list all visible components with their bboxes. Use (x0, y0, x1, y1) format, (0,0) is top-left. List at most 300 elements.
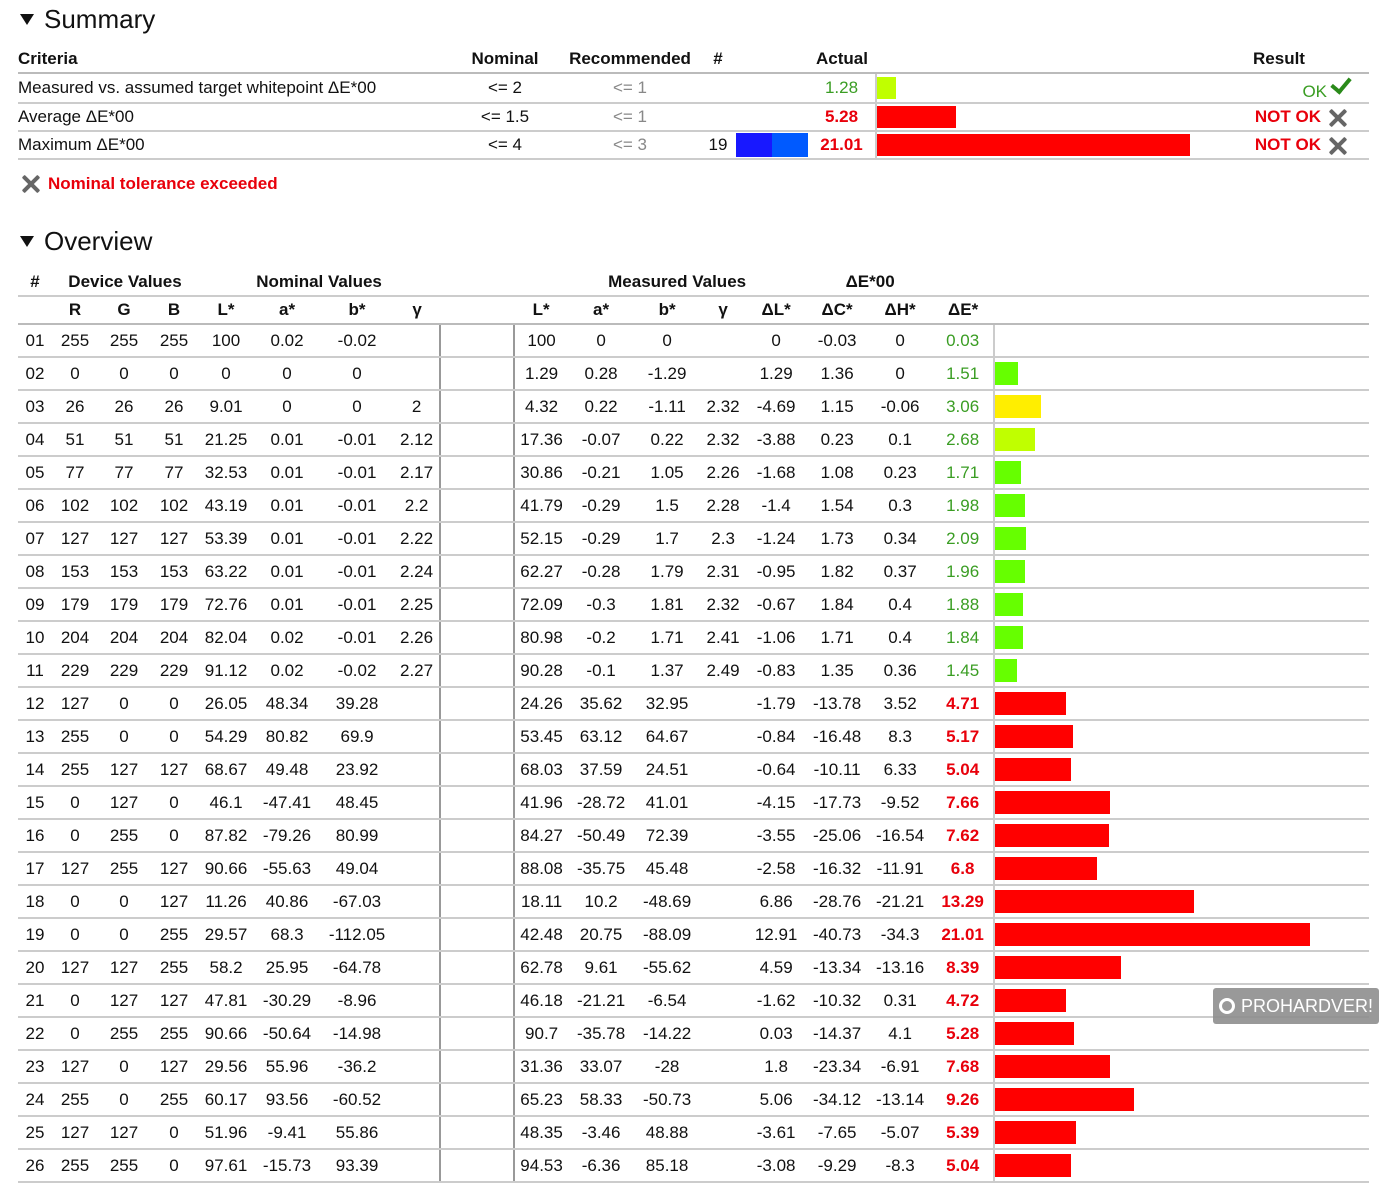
cell-mb: -14.22 (634, 1017, 700, 1050)
cell-ml: 31.36 (514, 1050, 568, 1083)
cell-g: 0 (98, 1083, 150, 1116)
cell-ml: 88.08 (514, 852, 568, 885)
cell-dc: -17.73 (806, 786, 868, 819)
cell-r: 127 (52, 522, 98, 555)
cell-n: 03 (18, 390, 52, 423)
cell-nb: 55.86 (320, 1116, 394, 1149)
cell-b: 0 (150, 819, 198, 852)
cell-r: 102 (52, 489, 98, 522)
de-bar-cell (994, 522, 1369, 555)
cell-dh: 0 (868, 357, 932, 390)
cell-ma: -21.21 (568, 984, 634, 1017)
cell-r: 0 (52, 885, 98, 918)
cell-g: 0 (98, 357, 150, 390)
cell-mg (700, 1017, 746, 1050)
cell-ma: -0.21 (568, 456, 634, 489)
cell-dc: -9.29 (806, 1149, 868, 1182)
overview-row (18, 852, 1369, 885)
cell-r: 204 (52, 621, 98, 654)
cell-nl: 47.81 (198, 984, 254, 1017)
de-bar-cell (994, 687, 1369, 720)
cell-b: 127 (150, 852, 198, 885)
cell-n: 12 (18, 687, 52, 720)
recommended-cell: <= 3 (560, 131, 700, 159)
column-header: L* (514, 296, 568, 324)
cell-n: 14 (18, 753, 52, 786)
swatch-cell (440, 423, 514, 456)
cell-dh: -8.3 (868, 1149, 932, 1182)
cell-dl: 5.06 (746, 1083, 806, 1116)
cell-mg (700, 753, 746, 786)
de-bar-cell (994, 819, 1369, 852)
cell-b: 0 (150, 687, 198, 720)
de-bar (995, 1121, 1076, 1144)
cell-g: 0 (98, 687, 150, 720)
cell-ml: 30.86 (514, 456, 568, 489)
cell-ng: 2.2 (394, 489, 440, 522)
cell-nb: 0 (320, 357, 394, 390)
cell-mb: 85.18 (634, 1149, 700, 1182)
de-bar-cell (994, 621, 1369, 654)
cell-mg (700, 852, 746, 885)
cell-dc: 1.82 (806, 555, 868, 588)
de-bar-cell (994, 357, 1369, 390)
cell-de: 21.01 (932, 918, 994, 951)
cell-b: 255 (150, 324, 198, 357)
cell-dl: -3.88 (746, 423, 806, 456)
swatch-measured (772, 133, 808, 157)
cell-dc: 1.73 (806, 522, 868, 555)
cell-dh: -13.14 (868, 1083, 932, 1116)
overview-row (18, 324, 1369, 357)
swatch-cell (736, 73, 808, 103)
cell-nl: 29.57 (198, 918, 254, 951)
cell-na: 55.96 (254, 1050, 320, 1083)
cell-g: 127 (98, 522, 150, 555)
cell-nb: 0 (320, 390, 394, 423)
cell-dl: -1.79 (746, 687, 806, 720)
de-bar-cell (994, 753, 1369, 786)
cell-g: 102 (98, 489, 150, 522)
cell-n: 17 (18, 852, 52, 885)
cell-dl: -4.15 (746, 786, 806, 819)
swatch-cell (736, 131, 808, 159)
cell-dl: -1.62 (746, 984, 806, 1017)
cell-b: 127 (150, 1050, 198, 1083)
cell-dl: 0.03 (746, 1017, 806, 1050)
de-bar-cell (994, 654, 1369, 687)
cell-g: 255 (98, 1149, 150, 1182)
cell-na: 0.02 (254, 654, 320, 687)
cell-na: -55.63 (254, 852, 320, 885)
cell-mg (700, 1050, 746, 1083)
cell-ml: 68.03 (514, 753, 568, 786)
cell-g: 127 (98, 984, 150, 1017)
de-bar (995, 1055, 1110, 1078)
cell-de: 1.51 (932, 357, 994, 390)
cell-b: 229 (150, 654, 198, 687)
cell-nb: -0.01 (320, 489, 394, 522)
de-bar-cell (994, 1050, 1369, 1083)
de-bar-cell (994, 324, 1369, 357)
cell-na: 0.02 (254, 621, 320, 654)
cell-nb: -0.02 (320, 654, 394, 687)
cell-ml: 72.09 (514, 588, 568, 621)
cell-ml: 65.23 (514, 1083, 568, 1116)
de-bar (995, 890, 1194, 913)
column-header: b* (320, 296, 394, 324)
swatch-cell (440, 357, 514, 390)
cell-dc: -16.48 (806, 720, 868, 753)
cell-b: 204 (150, 621, 198, 654)
overview-row (18, 1050, 1369, 1083)
cell-ng (394, 852, 440, 885)
cell-dh: 4.1 (868, 1017, 932, 1050)
cell-dc: -7.65 (806, 1116, 868, 1149)
cell-ng (394, 819, 440, 852)
cell-de: 7.68 (932, 1050, 994, 1083)
cell-ma: -35.75 (568, 852, 634, 885)
group-delta-e: ΔE*00 (746, 269, 994, 296)
swatch-cell (440, 1116, 514, 1149)
watermark-logo (1213, 988, 1379, 1024)
cell-na: 0.01 (254, 522, 320, 555)
de-bar-cell (994, 390, 1369, 423)
cell-ma: 37.59 (568, 753, 634, 786)
column-header: R (52, 296, 98, 324)
cell-mg (700, 885, 746, 918)
cell-ma: -28.72 (568, 786, 634, 819)
cell-de: 5.04 (932, 753, 994, 786)
cell-n: 21 (18, 984, 52, 1017)
cell-ml: 42.48 (514, 918, 568, 951)
cell-ng (394, 687, 440, 720)
cell-dh: -5.07 (868, 1116, 932, 1149)
cell-ml: 90.7 (514, 1017, 568, 1050)
cell-dh: -13.16 (868, 951, 932, 984)
cell-de: 9.26 (932, 1083, 994, 1116)
cell-nb: 93.39 (320, 1149, 394, 1182)
cell-mb: 24.51 (634, 753, 700, 786)
cell-ng: 2.22 (394, 522, 440, 555)
cell-mb: 1.81 (634, 588, 700, 621)
overview-row (18, 555, 1369, 588)
cell-nl: 82.04 (198, 621, 254, 654)
cell-nb: -112.05 (320, 918, 394, 951)
col-actual: Actual (808, 46, 876, 73)
swatch-cell (440, 1050, 514, 1083)
cell-nl: 72.76 (198, 588, 254, 621)
cell-na: -9.41 (254, 1116, 320, 1149)
collapse-triangle-icon[interactable] (20, 236, 34, 247)
cell-mg: 2.32 (700, 390, 746, 423)
cell-g: 127 (98, 951, 150, 984)
overview-row (18, 1017, 1369, 1050)
cell-ml: 62.78 (514, 951, 568, 984)
actual-bar-cell (876, 131, 1189, 159)
cell-ma: 0.22 (568, 390, 634, 423)
cell-nl: 90.66 (198, 852, 254, 885)
cell-ml: 41.96 (514, 786, 568, 819)
cell-b: 127 (150, 984, 198, 1017)
cell-na: 40.86 (254, 885, 320, 918)
criteria-cell: Measured vs. assumed target whitepoint ΔE*00 (18, 73, 450, 103)
overview-row (18, 588, 1369, 621)
cell-mg: 2.31 (700, 555, 746, 588)
cell-de: 1.45 (932, 654, 994, 687)
cell-r: 255 (52, 324, 98, 357)
swatch-cell (440, 918, 514, 951)
cell-dl: 0 (746, 324, 806, 357)
cell-mg: 2.32 (700, 423, 746, 456)
cell-dc: -34.12 (806, 1083, 868, 1116)
column-header: ΔL* (746, 296, 806, 324)
cell-ma: -50.49 (568, 819, 634, 852)
result-text: NOT OK (1254, 107, 1321, 126)
cell-nl: 90.66 (198, 1017, 254, 1050)
cell-n: 18 (18, 885, 52, 918)
column-header: γ (394, 296, 440, 324)
recommended-cell: <= 1 (560, 103, 700, 131)
cell-r: 127 (52, 852, 98, 885)
cell-ml: 53.45 (514, 720, 568, 753)
cell-mg (700, 918, 746, 951)
cell-nl: 58.2 (198, 951, 254, 984)
cell-dh: 0.1 (868, 423, 932, 456)
cell-nb: -64.78 (320, 951, 394, 984)
cell-nb: 80.99 (320, 819, 394, 852)
cell-ma: 0 (568, 324, 634, 357)
cell-n: 11 (18, 654, 52, 687)
cell-ma: 33.07 (568, 1050, 634, 1083)
cell-dh: -11.91 (868, 852, 932, 885)
cell-b: 255 (150, 918, 198, 951)
cell-ml: 94.53 (514, 1149, 568, 1182)
number-cell (700, 73, 736, 103)
cell-dc: 1.71 (806, 621, 868, 654)
cell-mg (700, 357, 746, 390)
cell-ma: -0.2 (568, 621, 634, 654)
swatch-cell (440, 852, 514, 885)
cell-n: 05 (18, 456, 52, 489)
cell-dh: 0.3 (868, 489, 932, 522)
criteria-cell: Maximum ΔE*00 (18, 131, 450, 159)
cell-na: -79.26 (254, 819, 320, 852)
cell-ml: 24.26 (514, 687, 568, 720)
cell-dh: -34.3 (868, 918, 932, 951)
cell-n: 13 (18, 720, 52, 753)
cell-nl: 11.26 (198, 885, 254, 918)
overview-row (18, 885, 1369, 918)
cell-dc: 1.15 (806, 390, 868, 423)
cell-n: 15 (18, 786, 52, 819)
cell-r: 0 (52, 357, 98, 390)
cell-ml: 46.18 (514, 984, 568, 1017)
cell-ma: 9.61 (568, 951, 634, 984)
col-result: Result (1189, 46, 1369, 73)
nominal-cell: <= 2 (450, 73, 560, 103)
overview-title: Overview (44, 226, 153, 256)
cell-ng: 2.12 (394, 423, 440, 456)
de-bar (995, 791, 1110, 814)
cell-ma: -0.3 (568, 588, 634, 621)
de-bar (995, 923, 1310, 946)
cross-icon (1329, 109, 1347, 127)
cell-ma: -0.07 (568, 423, 634, 456)
cell-nb: -67.03 (320, 885, 394, 918)
cell-dl: -3.61 (746, 1116, 806, 1149)
overview-row (18, 1116, 1369, 1149)
de-bar-cell (994, 456, 1369, 489)
cell-ma: -0.29 (568, 489, 634, 522)
actual-cell: 5.28 (808, 103, 876, 131)
cell-na: -47.41 (254, 786, 320, 819)
swatch-cell (440, 819, 514, 852)
cell-g: 229 (98, 654, 150, 687)
overview-row (18, 984, 1369, 1017)
cell-r: 0 (52, 984, 98, 1017)
cell-n: 23 (18, 1050, 52, 1083)
cell-nl: 9.01 (198, 390, 254, 423)
cell-mg: 2.32 (700, 588, 746, 621)
cell-b: 153 (150, 555, 198, 588)
cell-mg (700, 324, 746, 357)
swatch-cell (440, 522, 514, 555)
de-bar-cell (994, 1116, 1369, 1149)
cell-nb: -0.01 (320, 423, 394, 456)
de-bar (995, 824, 1109, 847)
swatch-cell (440, 786, 514, 819)
cell-dc: 0.23 (806, 423, 868, 456)
cell-dc: -10.11 (806, 753, 868, 786)
cell-na: 0.01 (254, 423, 320, 456)
cell-de: 3.06 (932, 390, 994, 423)
criteria-cell: Average ΔE*00 (18, 103, 450, 131)
cell-b: 255 (150, 1017, 198, 1050)
cell-na: 0.02 (254, 324, 320, 357)
swatch-cell (440, 654, 514, 687)
cell-nl: 32.53 (198, 456, 254, 489)
overview-heading[interactable] (20, 226, 152, 257)
cell-r: 51 (52, 423, 98, 456)
group-measured-values: Measured Values (514, 269, 746, 296)
cell-ma: 20.75 (568, 918, 634, 951)
cell-r: 179 (52, 588, 98, 621)
cell-de: 5.39 (932, 1116, 994, 1149)
cell-dl: 6.86 (746, 885, 806, 918)
cell-nl: 46.1 (198, 786, 254, 819)
watermark-text: PROHARDVER! (1240, 995, 1374, 1016)
column-header: b* (634, 296, 700, 324)
swatch-nominal (736, 133, 772, 157)
cell-dl: -3.08 (746, 1149, 806, 1182)
overview-row (18, 390, 1369, 423)
cell-ml: 62.27 (514, 555, 568, 588)
cell-dh: 0.36 (868, 654, 932, 687)
cell-na: -30.29 (254, 984, 320, 1017)
cell-ng (394, 1149, 440, 1182)
cell-n: 26 (18, 1149, 52, 1182)
cell-dc: -16.32 (806, 852, 868, 885)
collapse-triangle-icon[interactable] (20, 14, 34, 25)
summary-title: Summary (44, 4, 156, 34)
cell-dl: 1.29 (746, 357, 806, 390)
cell-mb: 32.95 (634, 687, 700, 720)
cell-n: 06 (18, 489, 52, 522)
cell-de: 2.09 (932, 522, 994, 555)
cell-b: 127 (150, 522, 198, 555)
cell-dh: 0.23 (868, 456, 932, 489)
overview-row (18, 654, 1369, 687)
group-device-values: Device Values (52, 269, 198, 296)
actual-bar (877, 106, 956, 128)
cell-dh: 3.52 (868, 687, 932, 720)
cell-dl: -2.58 (746, 852, 806, 885)
cell-ng (394, 951, 440, 984)
swatch-cell (440, 1017, 514, 1050)
cell-de: 2.68 (932, 423, 994, 456)
cell-nb: -0.01 (320, 555, 394, 588)
de-bar-cell (994, 423, 1369, 456)
cell-nl: 63.22 (198, 555, 254, 588)
cell-mb: -50.73 (634, 1083, 700, 1116)
summary-heading[interactable] (20, 4, 155, 35)
cell-dc: -28.76 (806, 885, 868, 918)
swatch-cell (440, 1083, 514, 1116)
cell-n: 08 (18, 555, 52, 588)
cell-ml: 41.79 (514, 489, 568, 522)
overview-row (18, 357, 1369, 390)
cell-g: 255 (98, 324, 150, 357)
cell-b: 0 (150, 1149, 198, 1182)
de-bar (995, 758, 1071, 781)
cell-r: 127 (52, 951, 98, 984)
cell-nl: 97.61 (198, 1149, 254, 1182)
swatch-pair (736, 133, 808, 157)
cell-nl: 0 (198, 357, 254, 390)
cell-nb: 69.9 (320, 720, 394, 753)
cell-na: 93.56 (254, 1083, 320, 1116)
cell-ml: 48.35 (514, 1116, 568, 1149)
de-bar (995, 725, 1073, 748)
cell-de: 7.62 (932, 819, 994, 852)
cell-b: 51 (150, 423, 198, 456)
cell-mg: 2.41 (700, 621, 746, 654)
cell-ng (394, 918, 440, 951)
swatch-cell (440, 687, 514, 720)
cell-na: 0.01 (254, 456, 320, 489)
cell-dc: 1.54 (806, 489, 868, 522)
swatch-cell (440, 588, 514, 621)
de-bar (995, 527, 1026, 550)
result-cell (1189, 103, 1369, 131)
cell-na: 68.3 (254, 918, 320, 951)
column-header: ΔE* (932, 296, 994, 324)
cell-na: 0.01 (254, 555, 320, 588)
cell-de: 1.84 (932, 621, 994, 654)
summary-table (18, 46, 1369, 160)
cell-mb: 0 (634, 324, 700, 357)
cell-g: 26 (98, 390, 150, 423)
cell-de: 1.88 (932, 588, 994, 621)
cell-de: 5.28 (932, 1017, 994, 1050)
swatch-cell (440, 324, 514, 357)
cell-ma: -6.36 (568, 1149, 634, 1182)
cell-ng (394, 720, 440, 753)
cell-nl: 60.17 (198, 1083, 254, 1116)
cell-dl: -1.24 (746, 522, 806, 555)
cell-r: 255 (52, 1149, 98, 1182)
